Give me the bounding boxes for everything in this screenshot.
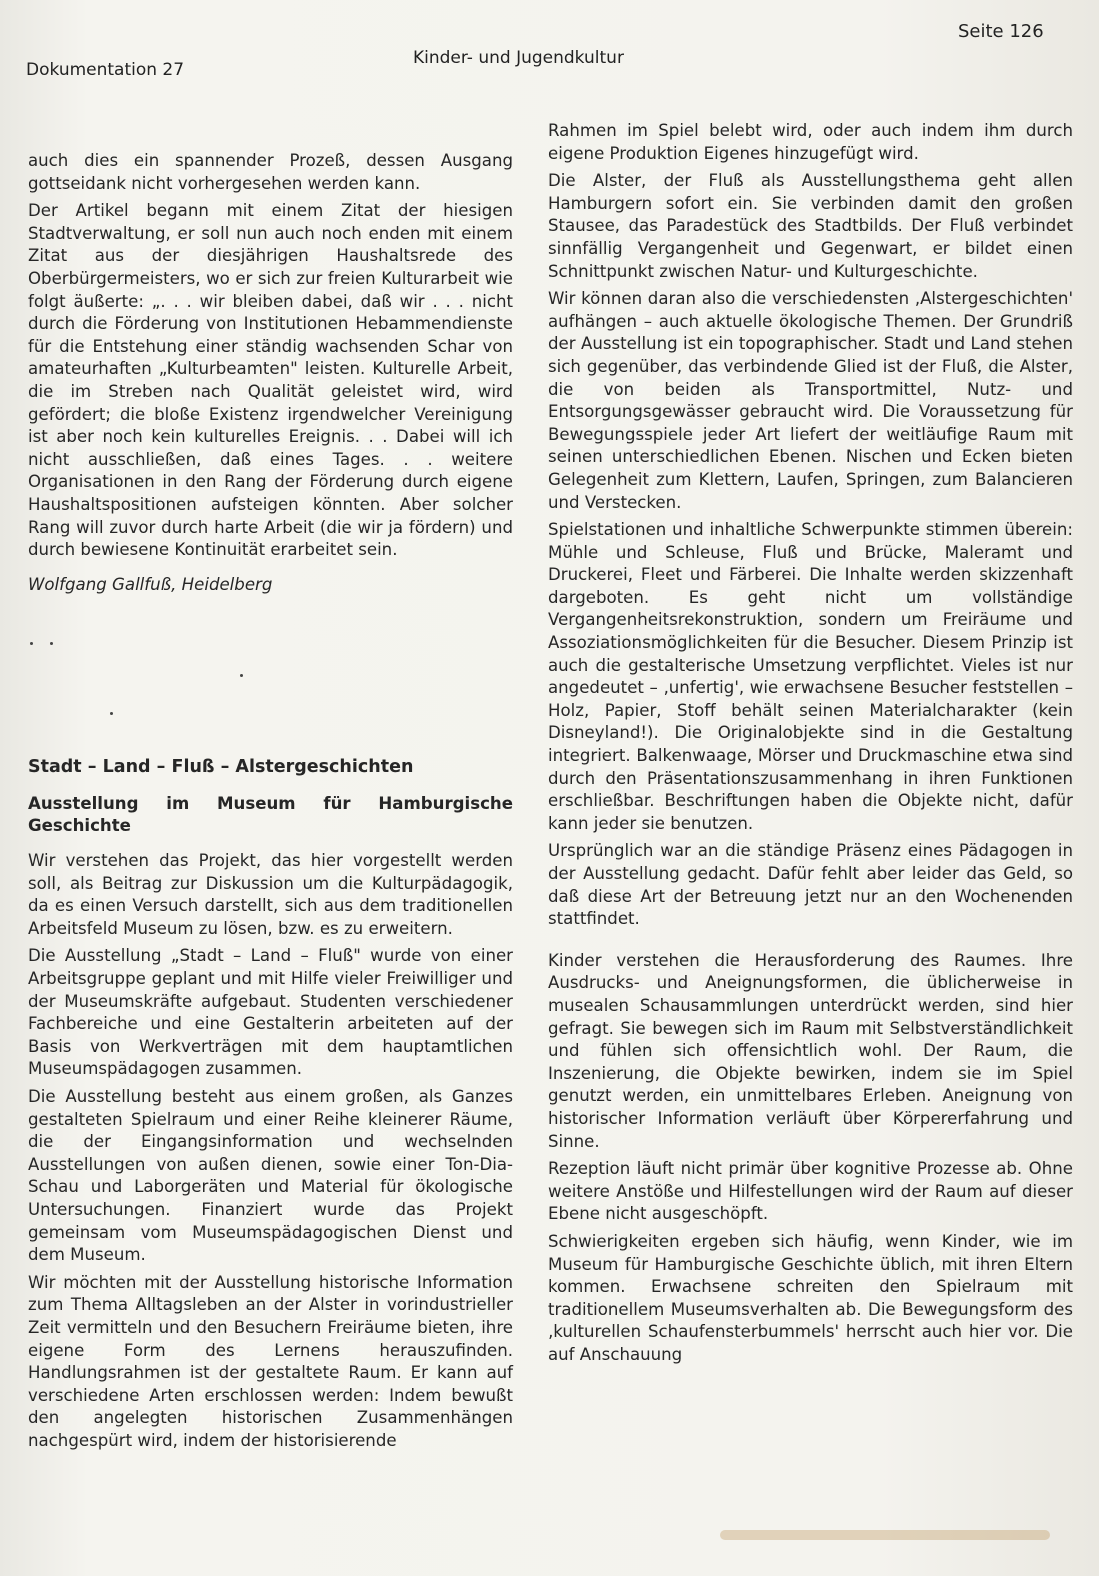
paragraph: Die Alster, der Fluß als Ausstellungsthema geht allen Hamburgern sofort ein. Sie verbinden damit den großen Stausee, das Paradestück des Stadtbilds. Der Fluß verbindet sinnfällig Vergangenheit und Gegenwart, er bildet einen Schnittpunkt zwischen Natur- und Kulturgeschichte.	[548, 171, 1073, 281]
speck	[240, 674, 243, 677]
paragraph: auch dies ein spannender Prozeß, dessen Ausgang gottseidank nicht vorhergesehen werden kann.	[28, 151, 513, 193]
article-title: Stadt – Land – Fluß – Alstergeschichten	[28, 757, 414, 778]
paper-stain	[720, 1530, 1050, 1540]
right-column	[548, 120, 1073, 1371]
speck	[110, 712, 113, 715]
paragraph: Die Ausstellung besteht aus einem großen, als Ganzes gestalteten Spielraum und einer Reihe kleinerer Räume, die der Eingangsinformation und wechselnden Ausstellungen von außen dienen, sowie einer Ton-Dia-Schau und Laborgeräten und Material für ökologische Untersuchungen. Finanziert wurde das Projekt gemeinsam vom Museumspädagogischen Dienst und dem Museum.	[28, 1087, 513, 1265]
paragraph-gap	[548, 936, 1073, 950]
paragraph: Ursprünglich war an die ständige Präsenz eines Pädagogen in der Ausstellung gedacht. Dafür fehlt aber leider das Geld, so daß diese Art der Betreuung jetzt nur an den Wochenenden stattfindet.	[548, 841, 1073, 929]
page-specks	[28, 596, 513, 756]
header-documentation: Dokumentation 27	[26, 60, 185, 80]
paragraph: Kinder verstehen die Herausforderung des Raumes. Ihre Ausdrucks- und Aneignungsformen, die üblicherweise in musealen Schausammlungen unterdrückt werden, sind hier gefragt. Sie bewegen sich im Raum mit Selbstverständlichkeit und fühlen sich offensichtlich wohl. Der Raum, die Inszenierung, die Objekte bewirken, indem sie im Spiel genutzt werden, ein unmittelbares Erleben. Aneignung von historischer Information verläuft über Körpererfahrung und Sinne.	[548, 950, 1073, 1151]
paragraph: Der Artikel begann mit einem Zitat der hiesigen Stadtverwaltung, er soll nun auch noch enden mit einem Zitat aus der diesjährigen Haushaltsrede des Oberbürgermeisters, wo er sich zur freien Kulturarbeit wie folgt äußerte: „. . . wir bleiben dabei, daß wir . . . nicht durch die Förderung von Institutionen Hebammendienste für die Entstehung einer ständig wachsenden Schar von amateurhaften „Kulturbeamten" leisten. Kulturelle Arbeit, die im Streben nach Qualität geleistet wird, wird gefördert; die bloße Existenz irgendwelcher Vereinigung ist aber noch kein kulturelles Ereignis. . . Dabei will ich nicht ausschließen, daß eines Tages. . . weitere Organisationen in den Rang der Förderung durch eigene Haushaltspositionen aufsteigen könnten. Aber solcher Rang will zuvor durch harte Arbeit (die wir ja fördern) und durch bewiesene Kontinuität erarbeitet sein.	[28, 201, 513, 560]
header-section: Kinder- und Jugendkultur	[413, 48, 624, 68]
paragraph: Wir möchten mit der Ausstellung historische Information zum Thema Alltagsleben an der Alster in vorindustrieller Zeit vermitteln und den Besuchern Freiräume bieten, ihre eigene Form des Lernens herauszufinden. Handlungsrahmen ist der gestaltete Raum. Er kann auf verschiedene Arten erschlossen werden: Indem bewußt den angelegten historischen Zusammenhängen nachgespürt wird, indem der historisierende	[28, 1272, 513, 1450]
left-column	[28, 150, 513, 1458]
article-subtitle: Ausstellung im Museum für Hamburgische Geschichte	[28, 793, 513, 836]
speck	[30, 642, 33, 645]
paragraph: Wir können daran also die verschiedensten ‚Alstergeschichten' aufhängen – auch aktuelle ökologische Themen. Der Grundriß der Ausstellung ist ein topographischer. Stadt und Land stehen sich gegenüber, das verbindende Glied ist der Fluß, die Alster, die von beiden als Transportmittel, Nutz- und Entsorgungsgewässer gebraucht wird. Die Voraussetzung für Bewegungsspiele jeder Art liefert der weitläufige Raum mit seinen unterschiedlichen Ebenen. Nischen und Ecken bieten Gelegenheit zum Klettern, Laufen, Springen, zum Balancieren und Verstecken.	[548, 289, 1073, 512]
paragraph: Wir verstehen das Projekt, das hier vorgestellt werden soll, als Beitrag zur Diskussion um die Kulturpädagogik, da es einen Versuch darstellt, sich aus dem traditionellen Arbeitsfeld Museum zu lösen, bzw. es zu erweitern.	[28, 851, 513, 938]
author-signature: Wolfgang Gallfuß, Heidelberg	[28, 574, 273, 594]
paragraph: Rahmen im Spiel belebt wird, oder auch indem ihm durch eigene Produktion Eigenes hinzugefügt wird.	[548, 121, 1073, 163]
header-page-number: Seite 126	[958, 21, 1044, 42]
paragraph: Rezeption läuft nicht primär über kognitive Prozesse ab. Ohne weitere Anstöße und Hilfestellungen wird der Raum auf dieser Ebene nicht ausgeschöpft.	[548, 1159, 1073, 1224]
paragraph: Schwierigkeiten ergeben sich häufig, wenn Kinder, wie im Museum für Hamburgische Geschichte üblich, mit ihren Eltern kommen. Erwachsene schreiten den Spielraum mit traditionellem Museumsverhalten ab. Die Bewegungsform des ‚kulturellen Schaufensterbummels' herrscht auch hier vor. Die auf Anschauung	[548, 1231, 1073, 1364]
paragraph: Spielstationen und inhaltliche Schwerpunkte stimmen überein: Mühle und Schleuse, Fluß und Brücke, Maleramt und Druckerei, Fleet und Färberei. Die Inhalte werden skizzenhaft dargeboten. Es geht nicht um vollständige Vergangenheitsrekonstruktion, sondern um Freiräume und Assoziationsmöglichkeiten für die Besucher. Diesem Prinzip ist auch die gestalterische Umsetzung verpflichtet. Vieles ist nur angedeutet – ‚unfertig', wie erwachsene Besucher feststellen – Holz, Papier, Stoff behält seinen Materialcharakter (kein Disneyland!). Die Originalobjekte sind in die Gestaltung integriert. Balkenwaage, Mörser und Druckmaschine etwa sind durch den Präsentationszusammenhang in ihren Funktionen erschließbar. Beschriftungen haben die Objekte nicht, dafür kann jeder sie benutzen.	[548, 520, 1073, 833]
speck	[50, 642, 53, 645]
paragraph: Die Ausstellung „Stadt – Land – Fluß" wurde von einer Arbeitsgruppe geplant und mit Hilfe vieler Freiwilliger und der Museumskräfte aufgebaut. Studenten verschiedener Fachbereiche und eine Gestalterin arbeiteten auf der Basis von Werkverträgen mit dem hauptamtlichen Museumspädagogen zusammen.	[28, 946, 513, 1079]
